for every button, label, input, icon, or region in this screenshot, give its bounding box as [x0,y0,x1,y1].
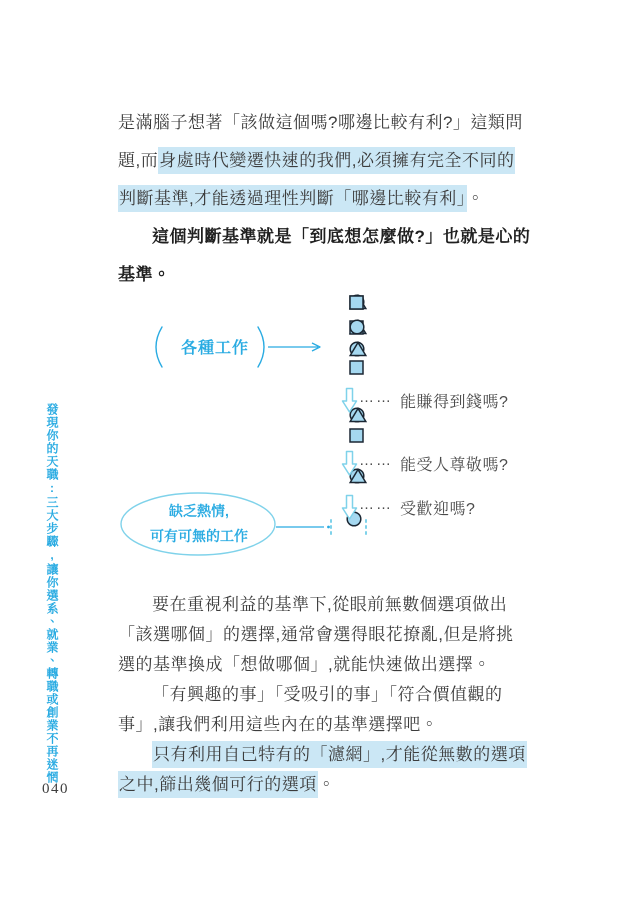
body-text: 。 [466,189,485,208]
filter-question [359,388,509,411]
result-label [121,499,277,549]
filter-arrow-icon [341,494,358,521]
emphasis-tick [330,519,332,523]
emphasis-tick [365,531,367,535]
source-label: 各種工作 [181,340,250,357]
bold-text-line: 基準。 [118,265,171,284]
filter-arrow-icon [341,450,358,477]
paragraph-block-bottom [118,590,530,800]
body-text-line: 事」,讓我們利用這些內在的基準選擇吧。 [118,715,439,734]
emphasis-tick [365,519,367,523]
emphasis-tick [365,525,367,529]
square-shape [349,428,364,443]
sidebar-chapter-title: 發現你的天職:三大步驟,讓你選系、就業、轉職或創業不再迷惘 [45,403,59,784]
body-text-line [118,770,530,800]
filter-question [359,451,509,474]
emphasis-tick [330,531,332,535]
filter-question-text: 能受人尊敬嗎? [400,456,509,474]
result-label-line: 缺乏熱情, [169,503,229,519]
page-number: 040 [42,781,69,797]
emphasis-tick [330,525,332,529]
bold-text-line: 這個判斷基準就是「到底想怎麼做?」也就是心的 [152,227,531,246]
square-shape [349,295,364,310]
filter-question [359,495,476,518]
highlighted-text: 之中,篩出幾個可行的選項 [118,771,318,798]
body-text-line: 選的基準換成「想做哪個」,就能快速做出選擇。 [118,655,491,674]
body-text-line: 「該選哪個」的選擇,通常會選得眼花撩亂,但是將挑 [118,625,514,644]
body-text-line [118,740,530,770]
dots-leader: …… [359,495,393,513]
body-text: 。 [317,775,336,794]
dots-leader: …… [359,451,393,469]
body-text: 題,而 [118,151,159,170]
body-text-line: 要在重視利益的基準下,從眼前無數個選項做出 [152,595,508,614]
dots-leader: …… [359,388,393,406]
body-text: 是滿腦子想著「該做這個嗎?哪邊比較有利?」這類問 [118,113,523,132]
circle-shape [349,319,365,335]
highlighted-text: 只有利用自己特有的「濾網」,才能從無數的選項 [152,741,527,768]
filter-question-text: 受歡迎嗎? [400,500,476,518]
highlighted-text: 判斷基準,才能透過理性判斷「哪邊比較有利」 [118,185,467,212]
filter-arrow-icon [341,387,358,414]
triangle-shape [349,341,367,357]
highlighted-text: 身處時代變遷快速的我們,必須擁有完全不同的 [158,147,515,174]
square-shape [349,360,364,375]
filter-question-text: 能賺得到錢嗎? [400,393,509,411]
body-text-line: 「有興趣的事」「受吸引的事」「符合價值觀的 [152,685,503,704]
result-label-line: 可有可無的工作 [150,528,248,544]
